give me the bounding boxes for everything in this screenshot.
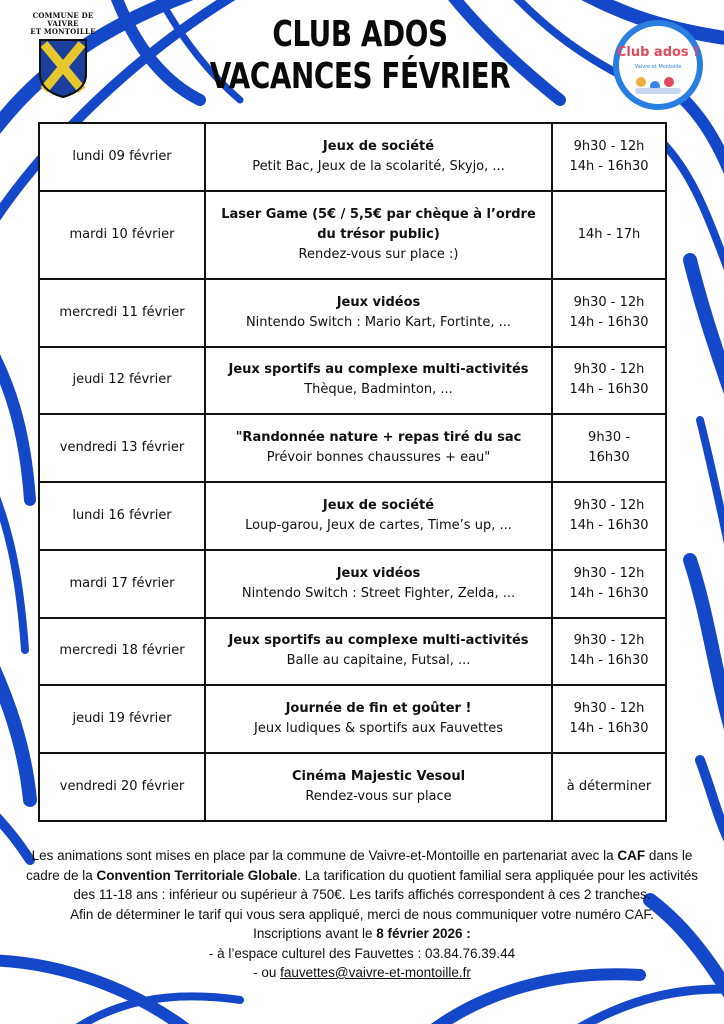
crest-shield-icon xyxy=(38,38,88,98)
time-line: à déterminer xyxy=(566,779,652,795)
activity-detail: Petit Bac, Jeux de la scolarité, Skyjo, ... xyxy=(252,158,505,174)
activity-detail: Jeux ludiques & sportifs aux Fauvettes xyxy=(254,721,503,737)
footer-paragraph-caf: Afin de déterminer le tarif qui vous sera appliqué, merci de nous communiquer votre numéro CAF. xyxy=(70,906,654,922)
time-line: 14h - 16h30 xyxy=(569,382,649,398)
time-line: 14h - 16h30 xyxy=(569,653,649,669)
footer-text: . La tarification du quotient familial sera appliquée pour les activités des 11-18 ans : inférieur ou supérieur à 750€. Les tarifs affichés correspondent à ces 2 tranches. xyxy=(73,867,699,902)
activity-detail: Rendez-vous sur place xyxy=(305,789,452,805)
time-line: 9h30 - 12h xyxy=(573,633,645,649)
activity-cell xyxy=(205,279,552,347)
day-cell: vendredi 13 février xyxy=(39,414,205,482)
page-title-line-2: VACANCES FÉVRIER xyxy=(209,56,511,97)
time-line: 9h30 - 12h xyxy=(573,294,645,310)
footer-text: - ou xyxy=(253,965,281,980)
ctg-label: Convention Territoriale Globale xyxy=(96,867,298,883)
day-cell: jeudi 12 février xyxy=(39,347,205,415)
table-row xyxy=(39,279,666,347)
activity-cell xyxy=(205,347,552,415)
time-line: 9h30 - 12h xyxy=(573,362,645,378)
club-ados-logo xyxy=(611,18,705,112)
day-cell: lundi 16 février xyxy=(39,482,205,550)
logo-subtext: Vaivre et Montoille xyxy=(634,64,682,70)
activity-cell xyxy=(205,123,552,191)
activity-title: Laser Game (5€ / 5,5€ par chèque à l’ordre du trésor public) xyxy=(221,206,536,242)
table-row xyxy=(39,753,666,821)
page-title-line-1: CLUB ADOS xyxy=(272,14,448,55)
time-line: 14h - 16h30 xyxy=(569,517,649,533)
day-cell: mercredi 18 février xyxy=(39,618,205,686)
page-title xyxy=(205,14,515,98)
caf-label: CAF xyxy=(617,848,646,863)
footer-email-line xyxy=(14,963,710,983)
footer-text: Les animations sont mises en place par la commune de Vaivre-et-Montoille en partenariat avec la xyxy=(31,848,618,863)
footer-registration xyxy=(14,924,710,944)
time-cell xyxy=(552,414,666,482)
crest-label-3: ET MONTOILLE xyxy=(30,27,96,36)
activity-title: Jeux sportifs au complexe multi-activités xyxy=(228,633,529,649)
table-row xyxy=(39,347,666,415)
logo-text: Club ados ! xyxy=(616,45,700,60)
activity-title: Jeux de société xyxy=(322,497,435,513)
activity-cell xyxy=(205,191,552,279)
activity-detail: Loup-garou, Jeux de cartes, Time’s up, ... xyxy=(245,517,512,533)
day-cell: mardi 17 février xyxy=(39,550,205,618)
time-cell xyxy=(552,482,666,550)
time-line: 9h30 - 12h xyxy=(573,701,645,717)
table-row xyxy=(39,482,666,550)
activity-title: Journée de fin et goûter ! xyxy=(285,701,472,717)
footer-text: dans le cadre de la xyxy=(25,848,693,883)
table-row xyxy=(39,550,666,618)
time-line: 14h - 16h30 xyxy=(569,314,649,330)
activity-title: Jeux vidéos xyxy=(336,294,421,310)
activity-detail: Thèque, Badminton, ... xyxy=(304,382,453,398)
time-cell xyxy=(552,618,666,686)
day-cell: jeudi 19 février xyxy=(39,685,205,753)
crest-label-1: COMMUNE DE xyxy=(32,11,94,20)
footer-text: Inscriptions avant le xyxy=(253,926,377,941)
day-cell: mercredi 11 février xyxy=(39,279,205,347)
time-line: 16h30 xyxy=(588,450,630,466)
footer-info xyxy=(14,846,710,983)
activity-cell xyxy=(205,550,552,618)
activity-title: "Randonnée nature + repas tiré du sac xyxy=(235,430,522,446)
activity-cell xyxy=(205,414,552,482)
crest-label-2: VAIVRE xyxy=(47,19,79,28)
activity-cell xyxy=(205,482,552,550)
time-line: 14h - 16h30 xyxy=(569,585,649,601)
activity-title: Jeux sportifs au complexe multi-activités xyxy=(228,362,529,378)
activity-detail: Balle au capitaine, Futsal, ... xyxy=(286,653,471,669)
time-line: 14h - 16h30 xyxy=(569,721,649,737)
email-link[interactable]: fauvettes@vaivre-et-montoille.fr xyxy=(280,965,471,980)
time-cell xyxy=(552,191,666,279)
activity-detail: Rendez-vous sur place :) xyxy=(298,246,459,262)
time-line: 14h - 16h30 xyxy=(569,158,649,174)
time-cell xyxy=(552,685,666,753)
time-line: 9h30 - 12h xyxy=(573,138,645,154)
activity-detail: Nintendo Switch : Street Fighter, Zelda, ... xyxy=(241,585,516,601)
activity-cell xyxy=(205,685,552,753)
time-line: 9h30 - xyxy=(588,430,630,446)
registration-deadline: 8 février 2026 : xyxy=(376,926,471,941)
footer-paragraph-partnership xyxy=(14,846,710,905)
activity-title: Cinéma Majestic Vesoul xyxy=(291,769,466,785)
time-line: 9h30 - 12h xyxy=(573,565,645,581)
table-row xyxy=(39,123,666,191)
day-cell: lundi 09 février xyxy=(39,123,205,191)
table-row xyxy=(39,191,666,279)
day-cell: vendredi 20 février xyxy=(39,753,205,821)
footer-phone: - à l’espace culturel des Fauvettes : 03.84.76.39.44 xyxy=(208,945,516,961)
activities-schedule-table xyxy=(38,122,667,822)
activity-detail: Nintendo Switch : Mario Kart, Fortinte, ... xyxy=(245,314,512,330)
table-row xyxy=(39,618,666,686)
time-cell xyxy=(552,753,666,821)
commune-crest xyxy=(30,12,96,98)
time-line: 14h - 17h xyxy=(577,226,641,242)
activity-cell xyxy=(205,618,552,686)
time-line: 9h30 - 12h xyxy=(573,497,645,513)
time-cell xyxy=(552,279,666,347)
time-cell xyxy=(552,347,666,415)
table-row xyxy=(39,685,666,753)
table-row xyxy=(39,414,666,482)
time-cell xyxy=(552,550,666,618)
time-cell xyxy=(552,123,666,191)
day-cell: mardi 10 février xyxy=(39,191,205,279)
activity-cell xyxy=(205,753,552,821)
activity-title: Jeux de société xyxy=(322,138,435,154)
activity-title: Jeux vidéos xyxy=(336,565,421,581)
activity-detail: Prévoir bonnes chaussures + eau" xyxy=(266,450,491,466)
